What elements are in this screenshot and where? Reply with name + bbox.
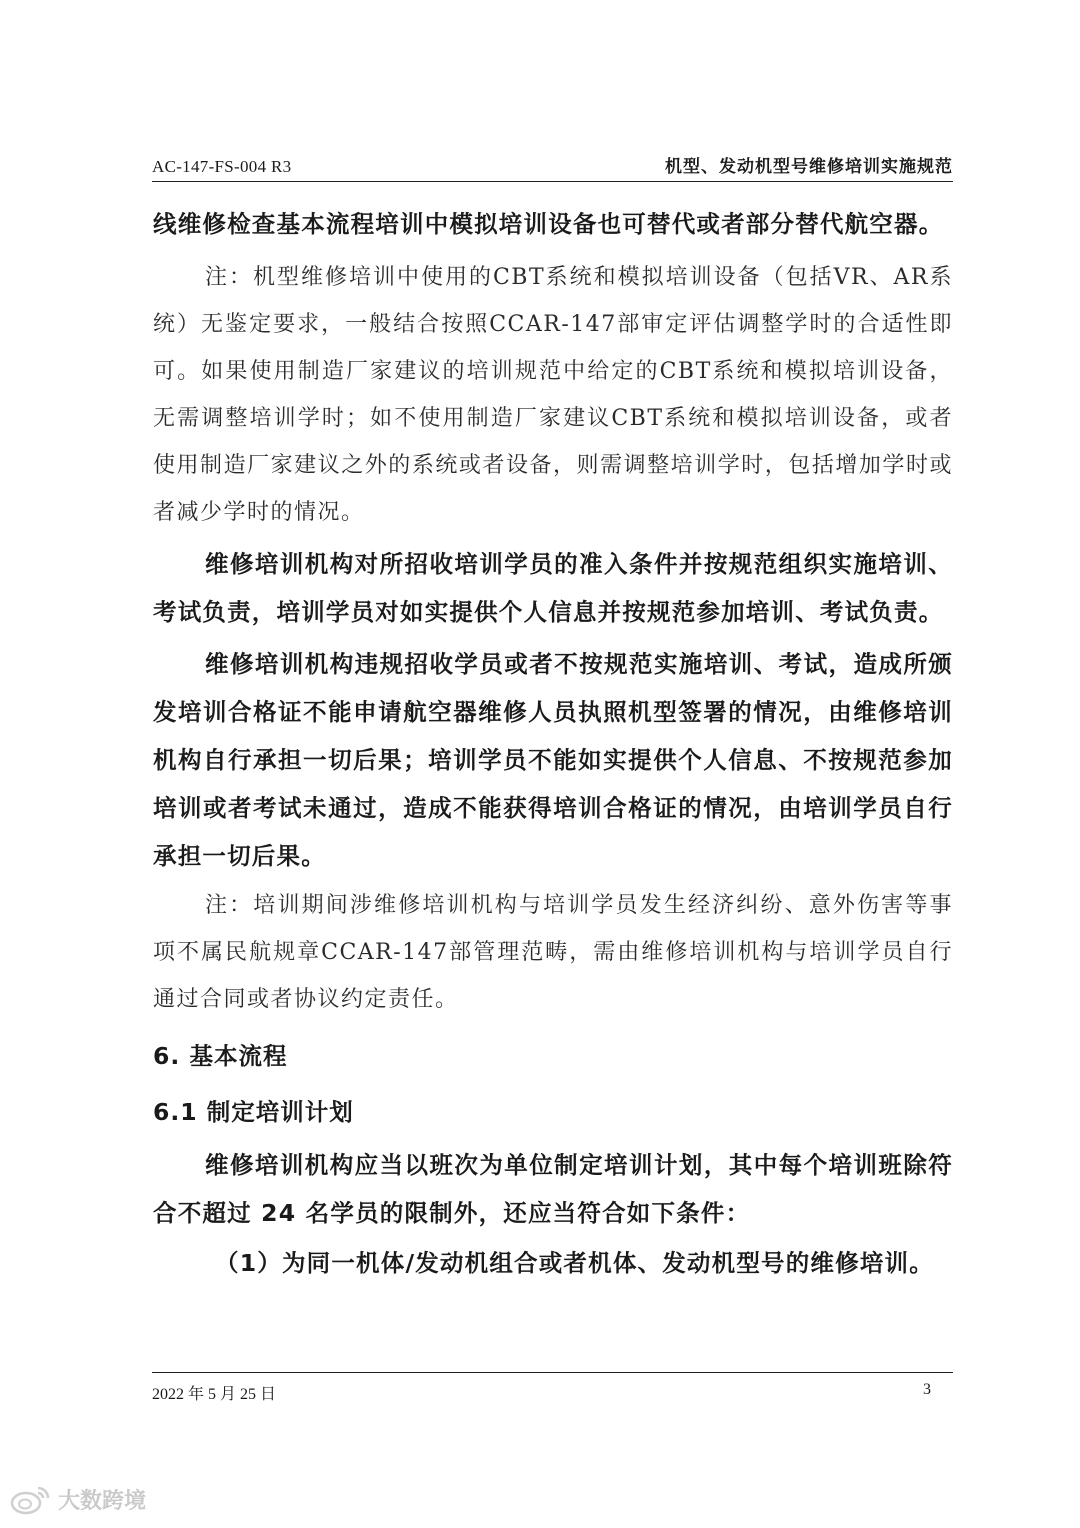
- watermark-text: 大数跨境: [58, 1488, 147, 1514]
- paragraph-consequences: 维修培训机构违规招收学员或者不按规范实施培训、考试，造成所颁发培训合格证不能申请航空器维修人员执照机型签署的情况，由维修培训机构自行承担一切后果；培训学员不能如实提供个人信息、不按规范参加培训或者考试未通过，造成不能获得培训合格证的情况，由培训学员自行承担一切后果。: [153, 650, 953, 870]
- note-disputes: 注：培训期间涉维修培训机构与培训学员发生经济纠纷、意外伤害等事项不属民航规章CCAR-147部管理范畴，需由维修培训机构与培训学员自行通过合同或者协议约定责任。: [153, 893, 953, 1012]
- paragraph-training-plan: 维修培训机构应当以班次为单位制定培训计划，其中每个培训班除符合不超过 24 名学员的限制外，还应当符合如下条件：: [153, 1151, 953, 1227]
- list-item-1: （1）为同一机体/发动机组合或者机体、发动机型号的维修培训。: [215, 1249, 934, 1277]
- page-footer: [152, 1372, 953, 1404]
- page-number: 3: [923, 1381, 931, 1398]
- page-header: [152, 150, 953, 182]
- document-title: 机型、发动机型号维修培训实施规范: [665, 157, 953, 177]
- section-heading-6-1: 6.1 制定培训计划: [153, 1098, 354, 1126]
- document-id: AC-147-FS-004 R3: [152, 157, 292, 176]
- note-cbt-systems: 注：机型维修培训中使用的CBT系统和模拟培训设备（包括VR、AR系统）无鉴定要求，一般结合按照CCAR-147部审定评估调整学时的合适性即可。如果使用制造厂家建议的培训规范中给定的CBT系统和模拟培训设备，无需调整培训学时；如不使用制造厂家建议CBT系统和模拟培训设备，或者使用制造厂家建议之外的系统或者设备，则需调整培训学时，包括增加学时或者减少学时的情况。: [153, 265, 953, 525]
- section-heading-6: 6. 基本流程: [153, 1042, 288, 1070]
- paragraph-responsibility: 维修培训机构对所招收培训学员的准入条件并按规范组织实施培训、考试负责，培训学员对如实提供个人信息并按规范参加培训、考试负责。: [153, 550, 953, 626]
- footer-date: 2022 年 5 月 25 日: [152, 1386, 277, 1403]
- weibo-logo-icon: [8, 1482, 52, 1516]
- page-body: [153, 200, 953, 1287]
- paragraph-continued: 线维修检查基本流程培训中模拟培训设备也可替代或者部分替代航空器。: [153, 210, 944, 238]
- watermark: [8, 1482, 146, 1516]
